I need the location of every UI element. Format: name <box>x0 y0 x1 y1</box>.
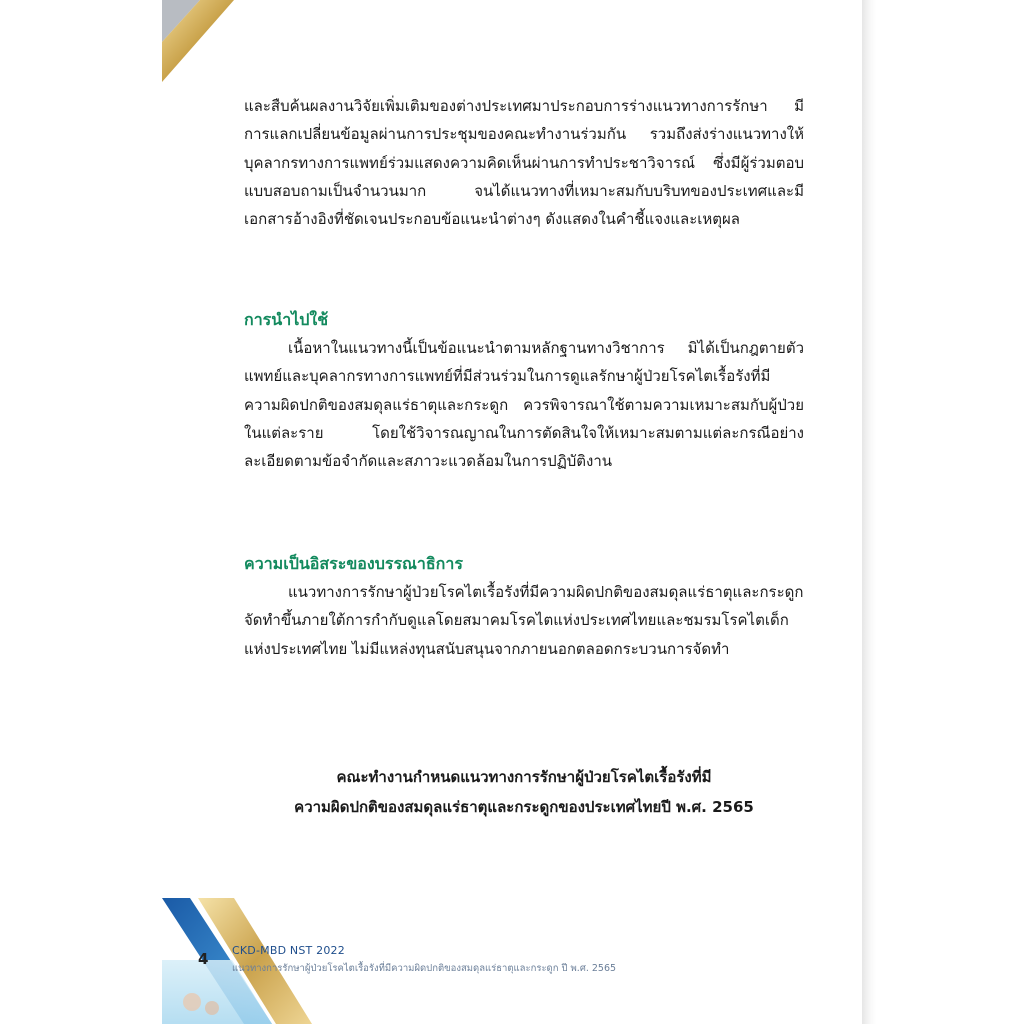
page-number: 4 <box>198 950 209 968</box>
book-page <box>162 0 862 1024</box>
intro-paragraph <box>244 92 804 233</box>
usage-heading: การนำไปใช้ <box>244 310 329 329</box>
footer-subtitle: แนวทางการรักษาผู้ป่วยโรคไตเรื้อรังที่มีความผิดปกติของสมดุลแร่ธาตุและกระดูก ปี พ.ศ. 2565 <box>232 963 617 974</box>
committee-signature <box>244 762 804 822</box>
usage-paragraph-text: เนื้อหาในแนวทางนี้เป็นข้อแนะนำตามหลักฐานทางวิชาการ มิได้เป็นกฎตายตัว แพทย์และบุคลากรทางการแพทย์ที่มีส่วนร่วมในการดูแลรักษาผู้ป่วยโรคไตเรื้อรังที่มีความผิดปกติของสมดุลแร่ธาตุและกระดูก ควรพิจารณาใช้ตามความเหมาะสมกับผู้ป่วยในแต่ละราย โดยใช้วิจารณญาณในการตัดสินใจให้เหมาะสมตามแต่ละกรณีอย่างละเอียดตามข้อจำกัดและสภาวะแวดล้อมในการปฏิบัติงาน <box>244 339 804 471</box>
footer-title: CKD-MBD NST 2022 <box>232 944 345 957</box>
page-edge-shadow <box>862 0 876 1024</box>
intro-paragraph-text: และสืบค้นผลงานวิจัยเพิ่มเติมของต่างประเทศมาประกอบการร่างแนวทางการรักษา มีการแลกเปลี่ยนข้อมูลผ่านการประชุมของคณะทำงานร่วมกัน รวมถึงส่งร่างแนวทางให้บุคลากรทางการแพทย์ร่วมแสดงความคิดเห็นผ่านการทำประชาวิจารณ์ ซึ่งมีผู้ร่วมตอบแบบสอบถามเป็นจำนวนมาก จนได้แนวทางที่เหมาะสมกับบริบทของประเทศและมีเอกสารอ้างอิงที่ชัดเจนประกอบข้อแนะนำต่างๆ ดังแสดงในคำชี้แจงและเหตุผล <box>244 97 804 229</box>
top-corner-decoration <box>162 0 282 100</box>
signature-line-2: ความผิดปกติของสมดุลแร่ธาตุและกระดูกของประเทศไทยปี พ.ศ. 2565 <box>294 798 754 816</box>
independence-heading: ความเป็นอิสระของบรรณาธิการ <box>244 554 463 573</box>
signature-line-1: คณะทำงานกำหนดแนวทางการรักษาผู้ป่วยโรคไตเรื้อรังที่มี <box>336 768 712 786</box>
independence-paragraph <box>244 578 804 663</box>
independence-paragraph-text: แนวทางการรักษาผู้ป่วยโรคไตเรื้อรังที่มีความผิดปกติของสมดุลแร่ธาตุและกระดูกจัดทำขึ้นภายใต้การกำกับดูแลโดยสมาคมโรคไตแห่งประเทศไทยและชมรมโรคไตเด็กแห่งประเทศไทย ไม่มีแหล่งทุนสนับสนุนจากภายนอกตลอดกระบวนการจัดทำ <box>244 583 804 658</box>
bottom-corner-decoration <box>162 890 322 1024</box>
usage-paragraph <box>244 334 804 475</box>
